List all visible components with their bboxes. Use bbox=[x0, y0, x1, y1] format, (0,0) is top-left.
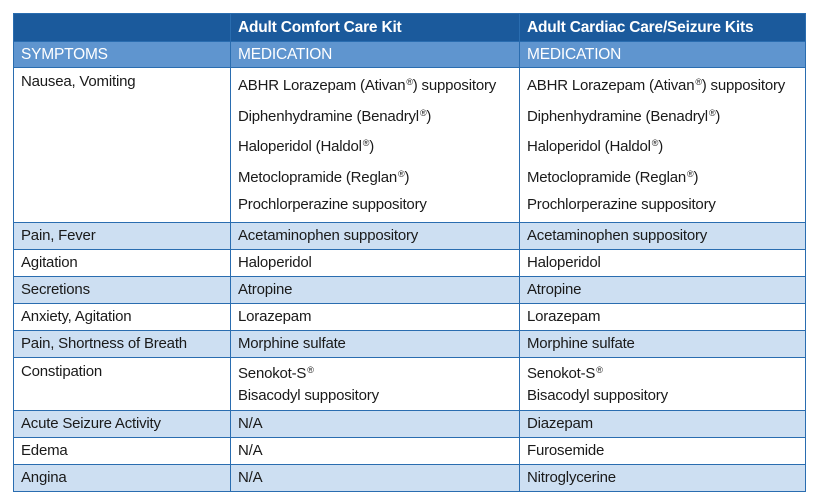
table-row bbox=[14, 357, 806, 410]
medication-line: Prochlorperazine suppository bbox=[527, 196, 716, 213]
table-row bbox=[14, 464, 806, 491]
comfort-medication-cell: N/A bbox=[231, 437, 520, 464]
symptom-cell: Nausea, Vomiting bbox=[14, 68, 231, 223]
comfort-medication-cell bbox=[231, 357, 520, 410]
cardiac-medication-cell: Acetaminophen suppository bbox=[520, 222, 806, 249]
cardiac-medication-cell bbox=[520, 68, 806, 223]
medication-line: Prochlorperazine suppository bbox=[238, 196, 427, 213]
comfort-medication-cell: Morphine sulfate bbox=[231, 330, 520, 357]
medication-line: Diphenhydramine (Benadryl®) bbox=[238, 107, 432, 125]
medication-line: Metoclopramide (Reglan®) bbox=[238, 168, 410, 186]
comfort-medication-cell: Haloperidol bbox=[231, 249, 520, 276]
table-row bbox=[14, 330, 806, 357]
table-row bbox=[14, 276, 806, 303]
header-blank-cell bbox=[14, 14, 231, 42]
cardiac-medication-cell: Morphine sulfate bbox=[520, 330, 806, 357]
cardiac-medication-cell: Atropine bbox=[520, 276, 806, 303]
symptom-cell: Acute Seizure Activity bbox=[14, 410, 231, 437]
comfort-medication-cell: N/A bbox=[231, 410, 520, 437]
table-row bbox=[14, 249, 806, 276]
cardiac-medication-cell: Lorazepam bbox=[520, 303, 806, 330]
registered-mark: ® bbox=[708, 107, 716, 118]
symptom-cell: Anxiety, Agitation bbox=[14, 303, 231, 330]
comfort-medication-cell: N/A bbox=[231, 464, 520, 491]
symptoms-column-header: SYMPTOMS bbox=[14, 42, 231, 68]
medication-line: Bisacodyl suppository bbox=[238, 386, 379, 404]
medication-line: ABHR Lorazepam (Ativan®) suppository bbox=[238, 77, 497, 94]
cardiac-medication-cell: Diazepam bbox=[520, 410, 806, 437]
medication-line: Bisacodyl suppository bbox=[527, 386, 668, 404]
cardiac-medication-cell: Furosemide bbox=[520, 437, 806, 464]
cardiac-medication-cell: Nitroglycerine bbox=[520, 464, 806, 491]
comfort-medication-cell: Lorazepam bbox=[231, 303, 520, 330]
symptom-cell: Edema bbox=[14, 437, 231, 464]
registered-mark: ® bbox=[651, 138, 659, 148]
table-row bbox=[14, 410, 806, 437]
medication-line: Senokot-S® bbox=[527, 364, 603, 382]
medication-column-header-cardiac: MEDICATION bbox=[520, 42, 806, 68]
symptom-cell: Angina bbox=[14, 464, 231, 491]
column-header-row bbox=[14, 42, 806, 68]
registered-mark: ® bbox=[398, 168, 405, 179]
kit-header-row bbox=[14, 14, 806, 42]
symptom-cell: Secretions bbox=[14, 276, 231, 303]
medication-line: ABHR Lorazepam (Ativan®) suppository bbox=[527, 77, 786, 94]
medication-line: Diphenhydramine (Benadryl®) bbox=[527, 107, 721, 125]
comfort-medication-cell: Acetaminophen suppository bbox=[231, 222, 520, 249]
table-row bbox=[14, 222, 806, 249]
medication-line: Haloperidol (Haldol®) bbox=[238, 138, 375, 155]
symptom-cell: Agitation bbox=[14, 249, 231, 276]
registered-mark: ® bbox=[307, 364, 314, 375]
cardiac-medication-cell: Haloperidol bbox=[520, 249, 806, 276]
medication-line: Metoclopramide (Reglan®) bbox=[527, 168, 699, 186]
registered-mark: ® bbox=[362, 138, 370, 148]
symptom-cell: Pain, Shortness of Breath bbox=[14, 330, 231, 357]
table-row bbox=[14, 303, 806, 330]
comfort-medication-cell: Atropine bbox=[231, 276, 520, 303]
cardiac-medication-cell bbox=[520, 357, 806, 410]
table-row bbox=[14, 68, 806, 223]
kit1-header: Adult Comfort Care Kit bbox=[231, 14, 520, 42]
table-row bbox=[14, 437, 806, 464]
registered-mark: ® bbox=[687, 168, 694, 179]
registered-mark: ® bbox=[406, 77, 413, 87]
medication-line: Senokot-S® bbox=[238, 364, 314, 382]
symptom-cell: Constipation bbox=[14, 357, 231, 410]
symptom-cell: Pain, Fever bbox=[14, 222, 231, 249]
registered-mark: ® bbox=[695, 77, 702, 87]
registered-mark: ® bbox=[419, 107, 427, 118]
registered-mark: ® bbox=[596, 364, 603, 375]
medication-kits-table bbox=[13, 13, 806, 492]
medication-column-header-comfort: MEDICATION bbox=[231, 42, 520, 68]
comfort-medication-cell bbox=[231, 68, 520, 223]
medication-line: Haloperidol (Haldol®) bbox=[527, 138, 664, 155]
kit2-header: Adult Cardiac Care/Seizure Kits bbox=[520, 14, 806, 42]
